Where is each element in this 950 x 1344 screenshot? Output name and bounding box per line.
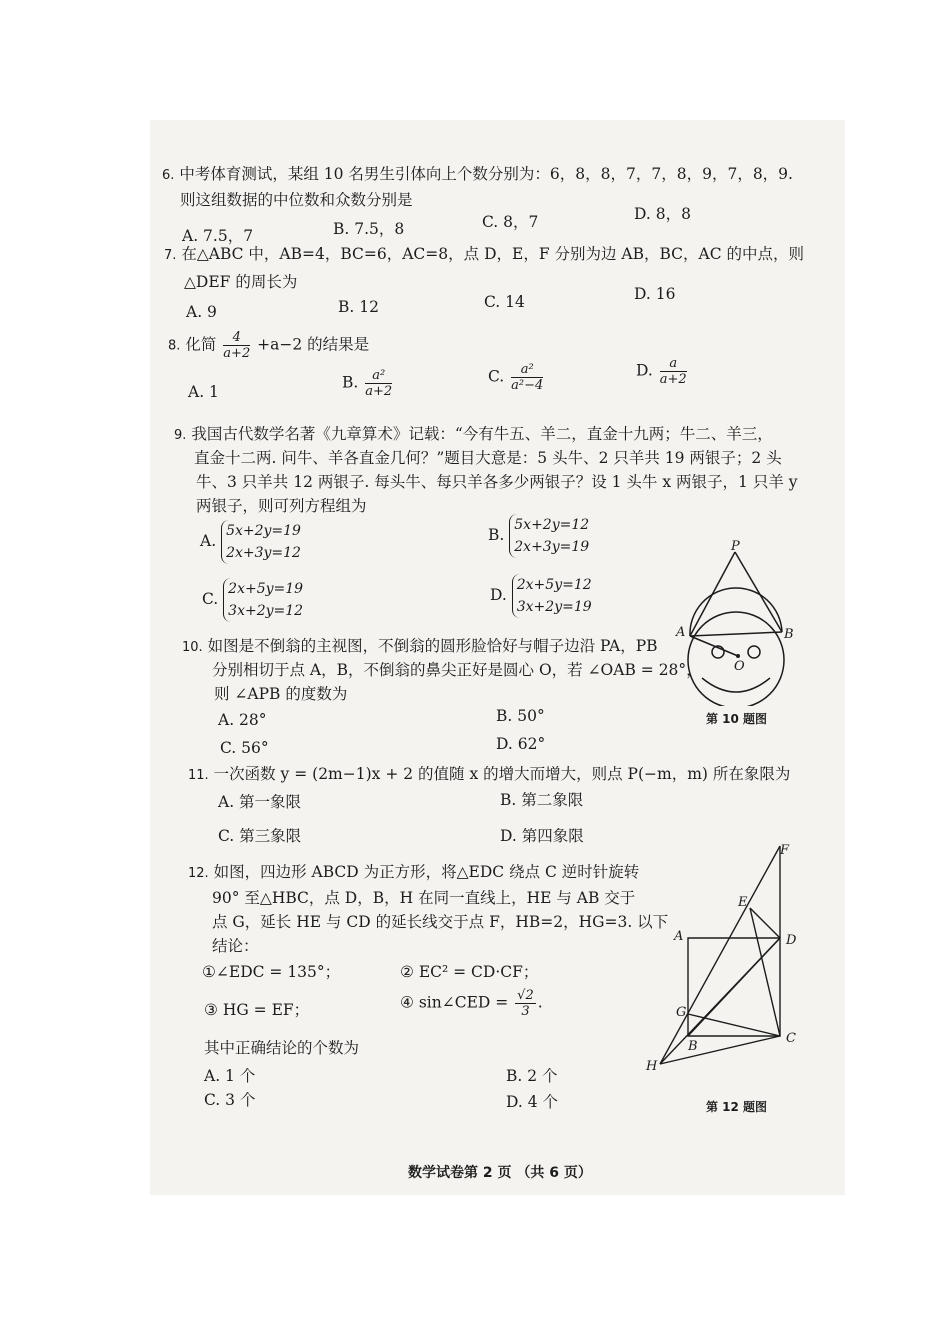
q8: 8. 化简 $\frac{4}{a+2}$ +a−2 的结果是 (168, 330, 370, 361)
label-o: O (734, 659, 745, 674)
segment-ec (750, 908, 780, 1036)
tangent-pb (735, 552, 782, 632)
q7-stem-line2: △DEF 的周长为 (184, 273, 298, 291)
q8-option-d: D. $\frac{a}{a+2}$ (636, 356, 687, 387)
q10-figure-caption: 第 10 题图 (706, 712, 768, 726)
q8-option-a: A. 1 (188, 383, 219, 401)
q7-stem-line1: 在△ABC 中，AB=4，BC=6，AC=8，点 D，E，F 分别为边 AB，BC，AC 的中点，则 (181, 245, 805, 263)
q9-option-b: B. 5x+2y=12 2x+3y=19 (488, 514, 589, 558)
segment-ed (750, 908, 780, 938)
q11-option-d: D. 第四象限 (500, 827, 584, 845)
q11-option-a: A. 第一象限 (218, 793, 302, 811)
q11-option-c: C. 第三象限 (218, 827, 302, 845)
q6: 6. 中考体育测试，某组 10 名男生引体向上个数分别为：6，8，8，7，7，8，9，7，8，9. (162, 165, 793, 183)
q7-option-c: C. 14 (484, 293, 525, 311)
q9-line3: 牛、3 只羊共 12 两银子. 每头牛、每只羊各多少两银子？设 1 头牛 x 两银子，1 只羊 y (196, 473, 798, 491)
label-a: A (676, 625, 686, 640)
label-e: E (738, 895, 748, 910)
label-c: C (786, 1031, 796, 1046)
q12-option-c: C. 3 个 (204, 1091, 256, 1109)
q10-option-b: B. 50° (496, 707, 545, 725)
q12-figure-caption: 第 12 题图 (706, 1100, 768, 1114)
q9-option-a: A. 5x+2y=19 2x+3y=12 (200, 520, 301, 564)
page-footer: 数学试卷第 2 页 （共 6 页） (408, 1165, 592, 1181)
q9-line2: 直金十二两. 问牛、羊各直金几何？”题目大意是：5 头牛、2 只羊共 19 两银子；2 头 (194, 449, 782, 467)
q12-line2: 90° 至△HBC，点 D，B，H 在同一直线上，HE 与 AB 交于 (212, 889, 636, 907)
label-g: G (676, 1005, 687, 1020)
label-f: F (780, 843, 790, 858)
q12-option-b: B. 2 个 (506, 1067, 558, 1085)
q9-option-d: D. 2x+5y=12 3x+2y=19 (490, 574, 592, 618)
q9-line1: 我国古代数学名著《九章算术》记载：“今有牛五、羊二，直金十九两；牛二、羊三， (191, 425, 773, 443)
q11-stem: 一次函数 y = (2m−1)x + 2 的值随 x 的增大而增大，则点 P(−m，m) 所在象限为 (213, 765, 791, 783)
q12-conclusion-2: ② EC² = CD·CF； (400, 963, 539, 981)
q6-stem-line1: 中考体育测试，某组 10 名男生引体向上个数分别为：6，8，8，7，7，8，9，7，8，9. (179, 165, 793, 183)
segment-ab (690, 632, 782, 636)
q12-conclusion-3: ③ HG = EF； (204, 1001, 310, 1019)
q12-figure (640, 836, 810, 1076)
label-p: P (731, 539, 740, 554)
q12-conclusion-1: ①∠EDC = 135°； (202, 963, 341, 981)
q8-option-c: C. $\frac{\text{a²}}{\text{a²−4}}$ (488, 362, 544, 393)
q10-figure (672, 536, 802, 706)
q9: 9. 我国古代数学名著《九章算术》记载：“今有牛五、羊二，直金十九两；牛二、羊三， (174, 425, 773, 443)
center-o (736, 654, 740, 658)
label-d: D (786, 933, 797, 948)
q9-option-c: C. 2x+5y=19 3x+2y=12 (202, 578, 303, 622)
q6-option-d: D. 8，8 (634, 205, 691, 223)
q12-line1: 如图，四边形 ABCD 为正方形，将△EDC 绕点 C 逆时针旋转 (213, 863, 640, 881)
q10-option-c: C. 56° (220, 739, 269, 757)
label-a: A (674, 929, 684, 944)
q12-conclusion-4: ④ sin∠CED = $\frac{√2}{3}$ . (400, 988, 543, 1019)
label-b: B (784, 627, 794, 642)
label-h: H (646, 1059, 658, 1074)
q7: 7. 在△ABC 中，AB=4，BC=6，AC=8，点 D，E，F 分别为边 AB，BC，AC 的中点，则 (164, 245, 805, 263)
q12-line3: 点 G，延长 HE 与 CD 的延长线交于点 F，HB=2，HG=3. 以下 (212, 913, 669, 931)
q8-option-b: B. $\frac{\text{a²}}{a+2}$ (342, 368, 393, 399)
q10-option-d: D. 62° (496, 735, 546, 753)
q12-option-a: A. 1 个 (204, 1067, 256, 1085)
segment-hc (660, 1036, 780, 1064)
q12-question: 其中正确结论的个数为 (204, 1039, 360, 1057)
segment-gc (688, 1014, 780, 1036)
q10-option-a: A. 28° (218, 711, 267, 729)
q12-option-d: D. 4 个 (506, 1093, 559, 1111)
label-b: B (688, 1039, 698, 1054)
q7-option-a: A. 9 (186, 303, 217, 321)
mouth (702, 678, 770, 692)
q6-option-a: A. 7.5，7 (182, 227, 254, 245)
q10-line1: 如图是不倒翁的主视图，不倒翁的圆形脸恰好与帽子边沿 PA，PB (207, 637, 658, 655)
q12-line4: 结论： (212, 937, 259, 955)
q12: 12. 如图，四边形 ABCD 为正方形，将△EDC 绕点 C 逆时针旋转 (188, 863, 640, 881)
q6-option-c: C. 8，7 (482, 213, 539, 231)
q7-option-d: D. 16 (634, 285, 676, 303)
q6-stem-line2: 则这组数据的中位数和众数分别是 (180, 191, 413, 209)
q10-line3: 则 ∠APB 的度数为 (214, 685, 348, 703)
q10: 10. 如图是不倒翁的主视图，不倒翁的圆形脸恰好与帽子边沿 PA，PB (182, 637, 658, 655)
q7-option-b: B. 12 (338, 298, 379, 316)
right-eye (748, 646, 760, 658)
q10-line2: 分别相切于点 A，B，不倒翁的鼻尖正好是圆心 O，若 ∠OAB = 28°， (212, 661, 702, 679)
q11-option-b: B. 第二象限 (500, 791, 584, 809)
q11: 11. 一次函数 y = (2m−1)x + 2 的值随 x 的增大而增大，则点 P(−m，m) 所在象限为 (188, 765, 791, 783)
q6-option-b: B. 7.5，8 (333, 220, 405, 238)
q8-fraction: $\frac{4}{a+2}$ (223, 330, 251, 361)
segment-ao (690, 636, 738, 656)
q9-line4: 两银子，则可列方程组为 (196, 497, 367, 515)
